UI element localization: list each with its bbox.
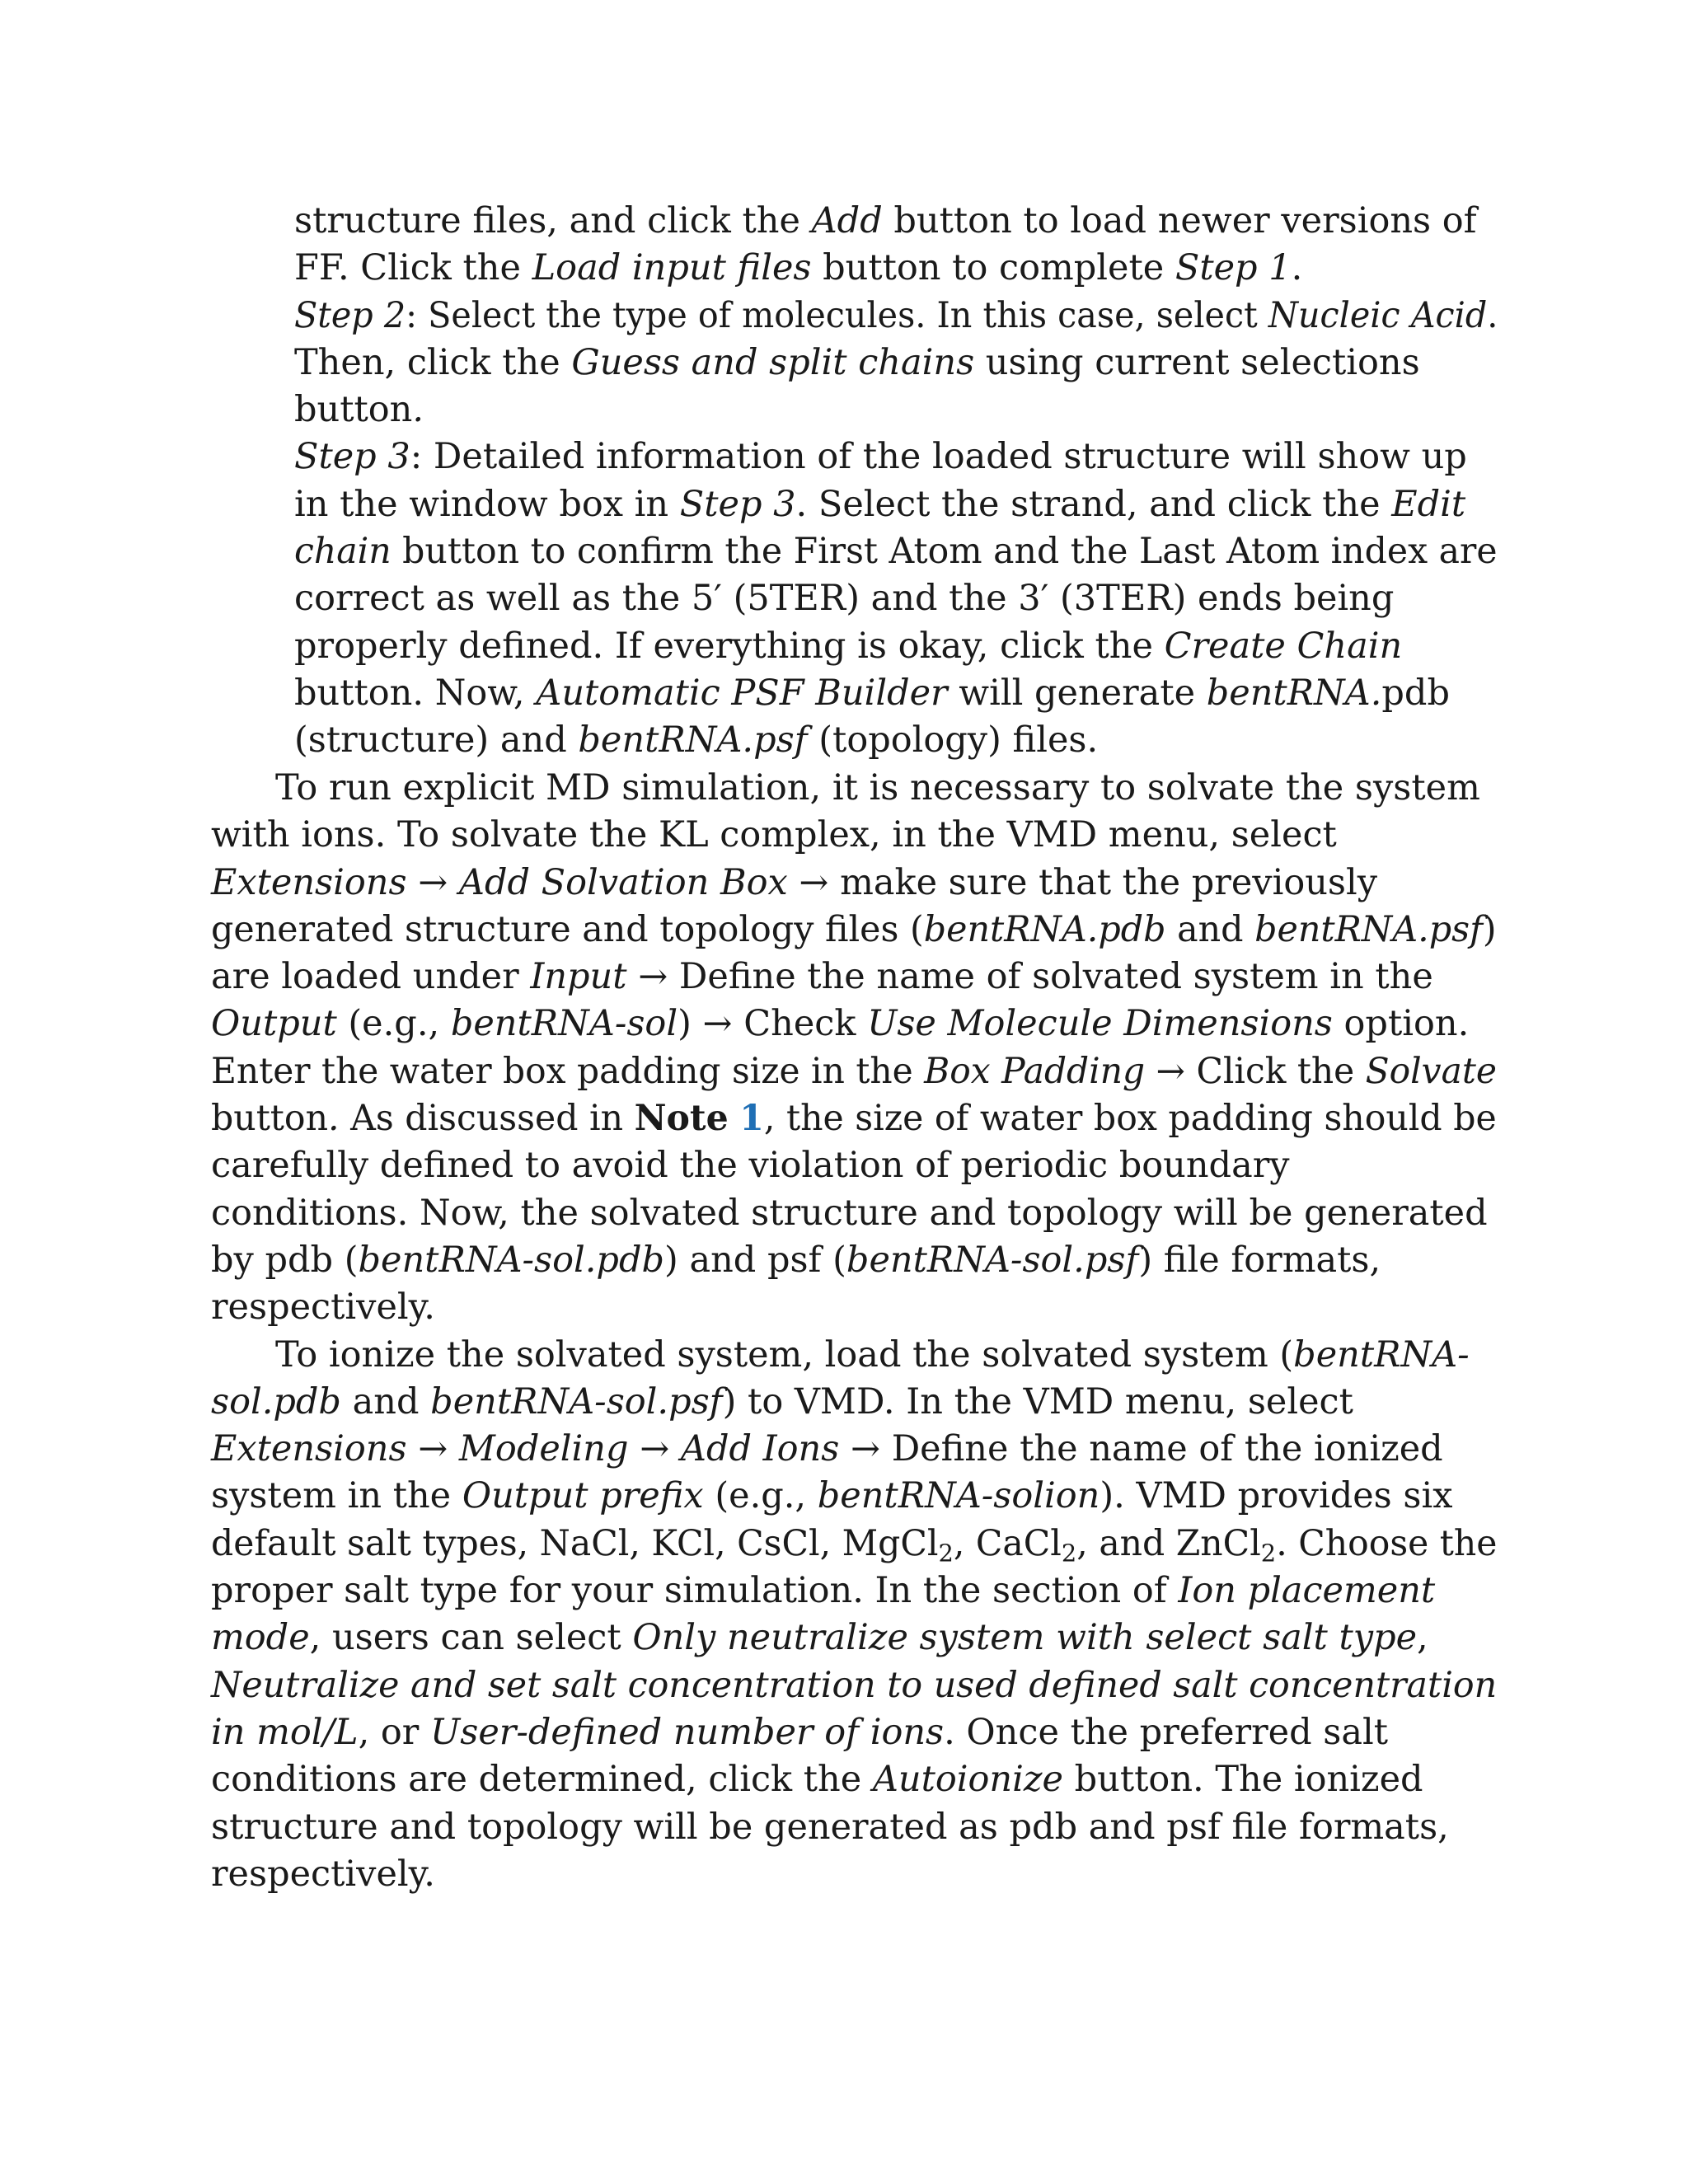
text-run: option. (1332, 1003, 1470, 1045)
text-line (211, 1332, 1497, 1379)
text-run: , the size of water box padding should be (763, 1098, 1497, 1140)
solvation-paragraph (211, 765, 1497, 1332)
italic-term: Add Solvation Box (458, 861, 788, 903)
text-run: (structure) and (294, 719, 579, 762)
text-run (729, 1098, 740, 1139)
text-run: → Click the (1145, 1050, 1366, 1092)
text-line (211, 1237, 1497, 1284)
italic-term: chain (294, 531, 392, 573)
text-run: in the window box in (294, 483, 680, 525)
text-run: To ionize the solvated system, load the solvated system ( (275, 1333, 1294, 1376)
italic-term: Only neutralize system with select salt type (632, 1617, 1418, 1659)
italic-term: Guess and split chains (571, 341, 975, 383)
text-line (211, 1001, 1497, 1047)
italic-term: User-defined number of ions (430, 1711, 945, 1753)
text-run: respectively. (211, 1286, 435, 1329)
italic-term: bentRNA.psf (578, 719, 808, 762)
italic-term: bentRNA-sol.pdb (358, 1239, 664, 1281)
italic-term: Add (811, 200, 883, 241)
text-run: carefully defined to avoid the violation of periodic boundary (211, 1145, 1290, 1187)
italic-term: bentRNA-solion (817, 1475, 1100, 1517)
subscript: 2 (1061, 1539, 1077, 1568)
italic-term: Step 3 (294, 436, 410, 478)
subscript: 2 (938, 1539, 954, 1568)
text-run: (e.g., (336, 1003, 451, 1045)
text-run: Enter the water box padding size in the (211, 1050, 925, 1092)
text-run: → (628, 1428, 681, 1470)
text-line (294, 528, 1498, 575)
text-run: system in the (211, 1475, 462, 1517)
text-run: will generate (947, 672, 1207, 714)
text-run: default salt types, NaCl, KCl, CsCl, MgCl (211, 1522, 939, 1564)
text-run: : Select the type of molecules. In this case, select (406, 294, 1268, 336)
italic-term: Extensions (211, 1428, 407, 1470)
text-run: → make sure that the previously (787, 861, 1378, 903)
italic-term: Neutralize and set salt concentration to used defined salt concentration (211, 1664, 1498, 1706)
text-run: ). VMD provides six (1100, 1475, 1453, 1517)
text-run: , or (358, 1711, 431, 1753)
italic-term: . (412, 389, 424, 431)
text-run: by pdb ( (211, 1239, 359, 1281)
text-run: To run explicit MD simulation, it is necessary to solvate the system (275, 767, 1480, 808)
italic-term: Step 3 (679, 483, 796, 525)
text-line (211, 1615, 1497, 1661)
text-line (294, 481, 1498, 528)
text-line (211, 1804, 1497, 1851)
text-line (211, 1284, 1497, 1331)
italic-term: Box Padding (924, 1050, 1146, 1092)
text-run: → (406, 861, 459, 903)
text-run: : Detailed information of the loaded structure will show up (410, 436, 1467, 478)
text-run: structure and topology will be generated as pdb and psf file formats, (211, 1806, 1449, 1848)
text-run: properly defined. If everything is okay, click the (294, 625, 1165, 667)
text-line (211, 1709, 1497, 1756)
psf-builder-steps (294, 198, 1498, 765)
text-run: . Once the preferred salt (944, 1711, 1389, 1753)
italic-term: Output prefix (462, 1475, 704, 1517)
text-run: ) to VMD. In the VMD menu, select (722, 1380, 1353, 1422)
text-line (211, 1568, 1497, 1615)
italic-term: Edit (1391, 483, 1466, 525)
text-line (211, 1190, 1497, 1237)
text-run: As discussed in (339, 1098, 635, 1140)
text-line (294, 198, 1498, 245)
text-run: conditions. Now, the solvated structure and topology will be generated (211, 1192, 1488, 1234)
text-run: , and ZnCl (1076, 1522, 1261, 1564)
text-run: FF. Click the (294, 247, 532, 289)
text-line (211, 860, 1497, 907)
text-run: Then, click the (294, 341, 572, 383)
text-line (294, 717, 1498, 764)
italic-term: Nucleic Acid (1268, 294, 1488, 336)
text-run: structure files, and click the (294, 200, 812, 241)
italic-term: Extensions (211, 861, 407, 903)
italic-term: bentRNA-sol.psf (846, 1239, 1139, 1281)
text-run: → Define the name of the ionized (839, 1428, 1443, 1470)
italic-term: bentRNA-sol.psf (430, 1380, 723, 1422)
text-run: pdb (1381, 672, 1450, 714)
italic-term: Load input files (532, 247, 812, 289)
italic-term: Modeling (458, 1428, 629, 1470)
italic-term: Input (530, 956, 627, 998)
text-run: ) and psf ( (664, 1239, 846, 1281)
italic-term: Output (211, 1003, 337, 1045)
text-run: generated structure and topology files ( (211, 908, 924, 950)
text-run: (e.g., (703, 1475, 818, 1517)
text-line (294, 623, 1498, 670)
text-run: button to confirm the First Atom and the Last Atom index are (391, 531, 1498, 573)
italic-term: Step 2 (294, 294, 406, 336)
text-run: are loaded under (211, 956, 531, 998)
text-run: button to load newer versions of (882, 200, 1477, 241)
text-line (211, 1473, 1497, 1520)
italic-term: in mol/L (211, 1711, 359, 1753)
italic-term: Ion placement (1178, 1570, 1436, 1612)
text-run: , (1417, 1617, 1428, 1659)
text-line (294, 434, 1498, 480)
bold-term: Note (634, 1098, 729, 1140)
italic-term: Add Ions (680, 1428, 840, 1470)
ionization-paragraph (211, 1332, 1497, 1899)
italic-term: Autoionize (872, 1759, 1063, 1801)
text-run: . Choose the (1276, 1522, 1498, 1564)
text-run: button. The ionized (1062, 1759, 1423, 1801)
text-run: , CaCl (953, 1522, 1062, 1564)
text-run: button (211, 1098, 329, 1140)
text-run: and (1165, 908, 1255, 950)
italic-term: bentRNA.psf (1254, 908, 1483, 950)
body-text (211, 765, 1497, 1898)
text-run: , users can select (309, 1617, 633, 1659)
text-line (211, 954, 1497, 1001)
italic-term: Step 1 (1175, 247, 1292, 289)
text-run: ) → Check (678, 1003, 868, 1045)
text-run: . Select the strand, and click the (795, 483, 1392, 525)
text-run: ) file formats, (1138, 1239, 1381, 1281)
text-run: conditions are determined, click the (211, 1759, 873, 1801)
text-run: (topology) files. (807, 719, 1099, 762)
text-line (294, 387, 1498, 434)
note-reference-link[interactable]: 1 (739, 1098, 764, 1140)
text-line (211, 1521, 1497, 1568)
text-line (211, 1756, 1497, 1803)
text-line (211, 765, 1497, 812)
text-run: respectively. (211, 1853, 435, 1895)
text-line (211, 1426, 1497, 1473)
italic-term: Automatic PSF Builder (536, 672, 948, 714)
text-line (211, 812, 1497, 859)
italic-term: bentRNA-sol (450, 1003, 678, 1045)
text-line (294, 340, 1498, 387)
text-line (211, 1095, 1497, 1142)
text-line (211, 1048, 1497, 1095)
italic-term: Use Molecule Dimensions (867, 1003, 1333, 1045)
text-run: with ions. To solvate the KL complex, in the VMD menu, select (211, 814, 1337, 856)
text-line (294, 575, 1498, 622)
text-line (211, 1851, 1497, 1898)
italic-term: bentRNA. (1206, 672, 1382, 714)
italic-term: Create Chain (1164, 625, 1403, 667)
text-run: using current selections (974, 341, 1420, 383)
italic-term: . (328, 1098, 340, 1140)
text-line (294, 245, 1498, 292)
text-run: → (406, 1428, 459, 1470)
italic-term: sol.pdb (211, 1380, 341, 1422)
italic-term: bentRNA- (1293, 1333, 1470, 1376)
text-run: button to complete (811, 247, 1175, 289)
text-line (294, 670, 1498, 717)
italic-term: mode (211, 1617, 310, 1659)
text-line (294, 293, 1498, 340)
text-line (211, 907, 1497, 954)
italic-term: Solvate (1365, 1050, 1497, 1092)
text-run: . (1291, 247, 1303, 289)
text-run: correct as well as the 5′ (5TER) and the 3′ (3TER) ends being (294, 578, 1395, 620)
text-run: button (294, 389, 413, 431)
text-run: proper salt type for your simulation. In the section of (211, 1570, 1179, 1612)
subscript: 2 (1260, 1539, 1277, 1568)
text-run: button. Now, (294, 672, 537, 714)
text-line (211, 1379, 1497, 1426)
text-run: and (340, 1380, 431, 1422)
text-line (211, 1662, 1497, 1709)
text-run: . (1487, 294, 1498, 336)
text-line (211, 1142, 1497, 1189)
italic-term: bentRNA.pdb (923, 908, 1166, 950)
text-run: → Define the name of solvated system in the (626, 956, 1433, 998)
text-run: ) (1482, 908, 1497, 950)
